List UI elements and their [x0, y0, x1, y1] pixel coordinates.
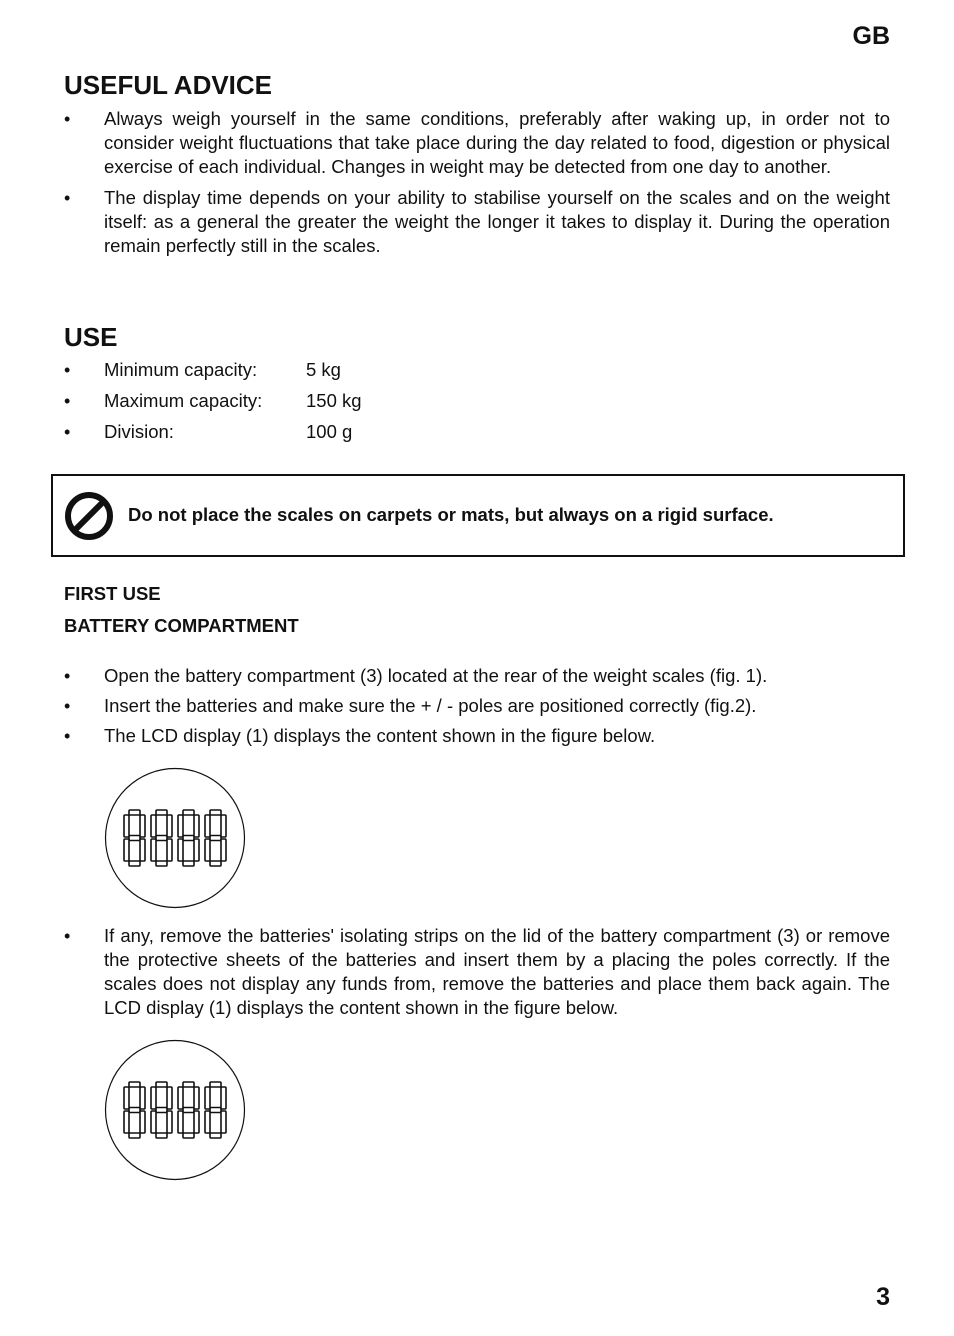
- bullet-icon: •: [64, 926, 71, 946]
- page-number: 3: [876, 1283, 890, 1311]
- useful-advice-heading: USEFUL ADVICE: [64, 70, 273, 100]
- lcd-digit: [124, 810, 145, 866]
- lcd-digit: [205, 1082, 226, 1138]
- language-code: GB: [852, 22, 890, 50]
- spec-item: [64, 358, 890, 382]
- first-use-heading: FIRST USE: [64, 583, 161, 604]
- list-item: [64, 107, 890, 179]
- lcd-digit: [178, 810, 199, 866]
- bullet-icon: •: [64, 109, 71, 129]
- spec-value: 100 g: [306, 421, 353, 442]
- steps-list: [64, 664, 890, 754]
- lcd-display-figure: [104, 1039, 246, 1181]
- step-text: The LCD display (1) displays the content shown in the figure below.: [104, 725, 656, 746]
- bullet-icon: •: [64, 391, 71, 411]
- spec-label: Maximum capacity:: [104, 390, 263, 411]
- lcd-digit: [151, 810, 172, 866]
- step-text: Open the battery compartment (3) located at the rear of the weight scales (fig. 1).: [104, 665, 768, 686]
- steps-list-continued: [64, 924, 890, 1026]
- spec-item: [64, 389, 890, 413]
- prohibited-icon: [63, 490, 115, 542]
- lcd-digit: [178, 1082, 199, 1138]
- list-item: [64, 694, 890, 718]
- spec-value: 5 kg: [306, 359, 341, 380]
- warning-text: Do not place the scales on carpets or mats, but always on a rigid surface.: [128, 504, 774, 525]
- warning-box: [51, 474, 905, 557]
- spec-item: [64, 420, 890, 444]
- list-item: [64, 186, 890, 258]
- spec-value: 150 kg: [306, 390, 362, 411]
- list-item: [64, 664, 890, 688]
- bullet-icon: •: [64, 422, 71, 442]
- spec-label: Minimum capacity:: [104, 359, 258, 380]
- useful-advice-list: [64, 107, 890, 265]
- battery-compartment-heading: BATTERY COMPARTMENT: [64, 615, 299, 636]
- spec-list: [64, 358, 890, 451]
- list-item: [64, 724, 890, 748]
- advice-text: The display time depends on your ability to stabilise yourself on the scales and on the weight itself: as a general the greater the weight the longer it takes to display it. During the operation remain perfectly still in the scales.: [104, 187, 890, 256]
- list-item: [64, 924, 890, 1020]
- advice-text: Always weigh yourself in the same conditions, preferably after waking up, in order not to consider weight fluctuations that take place during the day related to food, digestion or physical exercise of each individual. Changes in weight may be detected from one day to another.: [104, 108, 890, 177]
- bullet-icon: •: [64, 726, 71, 746]
- bullet-icon: •: [64, 696, 71, 716]
- bullet-icon: •: [64, 666, 71, 686]
- bullet-icon: •: [64, 188, 71, 208]
- lcd-digit: [205, 810, 226, 866]
- use-heading: USE: [64, 322, 118, 352]
- bullet-icon: •: [64, 360, 71, 380]
- lcd-digit: [124, 1082, 145, 1138]
- spec-label: Division:: [104, 421, 174, 442]
- step-text: Insert the batteries and make sure the + / - poles are positioned correctly (fig.2).: [104, 695, 757, 716]
- lcd-display-figure: [104, 767, 246, 909]
- lcd-digit: [151, 1082, 172, 1138]
- step-text: If any, remove the batteries' isolating strips on the lid of the battery compartment (3) or remove the protective sheets of the batteries and insert them by a placing the poles correctly. If the scales does not display any funds from, remove the batteries and place them back again. The LCD display (1) displays the content shown in the figure below.: [104, 925, 890, 1018]
